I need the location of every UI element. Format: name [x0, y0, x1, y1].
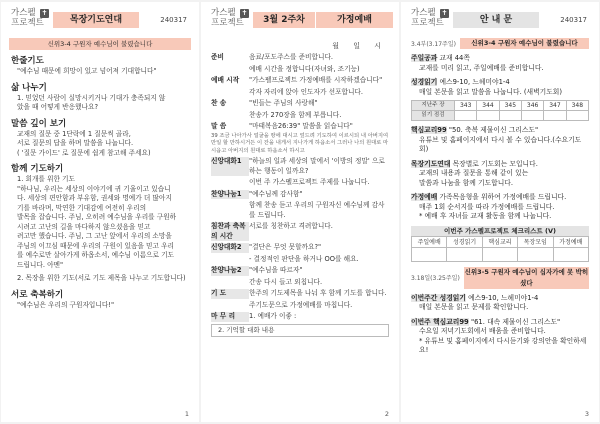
reading-cell: 347	[544, 101, 566, 111]
notice-text: 교재 44쪽	[439, 54, 470, 62]
notice-text: 목장별로 기도회는 모입니다.	[452, 159, 538, 168]
reading-table	[411, 100, 589, 121]
section-text: 2. 목장을 위한 기도(서로 기도 제목을 나누고 기도합니다)	[17, 274, 186, 282]
reading-check-cell	[521, 111, 543, 121]
checklist-title: 이번주 가스펠프로젝트 체크리스트 (V)	[411, 226, 589, 236]
section-text: 서로 질문의 답을 하며 말씀을 나눕니다.	[17, 139, 134, 147]
lesson-subtitle: 신위3-4 구원자 예수님이 불렸습니다	[9, 38, 191, 50]
notice-label: 이번주간 성경읽기	[411, 293, 466, 302]
step-label	[211, 301, 249, 311]
worship-step	[211, 301, 389, 311]
reading-check-cell	[499, 111, 521, 121]
logo-line-2: 프로젝트	[11, 18, 44, 28]
gospel-project-logo	[11, 8, 53, 34]
worship-step	[211, 65, 389, 75]
section-text: 주님의 이끄심 때문에 우리의 구원이 있음을 믿고 우리	[17, 241, 175, 250]
page-header	[201, 2, 399, 38]
worship-step	[211, 88, 389, 98]
step-text: 각자 자리에 앉아 인도자가 선포합니다.	[249, 87, 363, 96]
worship-step	[211, 53, 389, 63]
page-1	[1, 2, 199, 422]
checklist-col: 주일예배	[412, 236, 447, 247]
section-text: "예수님 때문에 희망이 있고 넘어져 기대합니다"	[17, 67, 157, 75]
step-text: - 결정적인 판단을 하거나 OO를 해요.	[249, 254, 359, 263]
notice-item	[411, 179, 589, 189]
notice-item	[411, 327, 589, 337]
this-week-bar	[411, 38, 589, 49]
page-2	[201, 2, 399, 422]
reading-check-cell	[544, 111, 566, 121]
cross-icon: ✝	[441, 9, 448, 17]
step-label	[211, 255, 249, 265]
step-text: 찬송가 270장을 함께 부릅니다.	[249, 110, 342, 119]
step-text: "가스펠프로젝트 가정예배를 시작하겠습니다"	[249, 76, 383, 84]
notice-text: 교재를 미리 읽고, 주일예배를 준비합니다.	[419, 63, 544, 72]
notice-label: 주일공과	[411, 54, 438, 62]
notice-text: 교재의 내용과 질문을 통해 같이 있는	[419, 169, 529, 177]
step-label	[211, 65, 249, 75]
reading-label-2: 읽기 점검	[412, 111, 455, 121]
step-label: 찬 송	[211, 99, 227, 107]
worship-step	[211, 255, 389, 265]
step-text: "예수님께 감사함"	[249, 189, 303, 198]
checklist-col: 핵심교리	[482, 236, 517, 247]
step-label: 신앙대화2	[211, 243, 249, 253]
section-text: 시려고 고난의 길을 마다하지 않으셨음을 믿고	[17, 222, 151, 231]
notice-item	[411, 212, 589, 222]
section-heading: 삶 나누기	[11, 82, 47, 93]
worship-step	[211, 111, 389, 121]
section	[11, 119, 189, 159]
next-week-lesson: 신위3-5 구원자 예수님이 십자가에 못 박히셨다	[464, 267, 589, 287]
section	[11, 290, 189, 311]
page-header	[401, 2, 599, 38]
step-text: "예수님을 따르자"	[249, 266, 303, 274]
notice-item	[411, 337, 589, 356]
next-week-date: 3.18일(3.25주일)	[411, 275, 460, 282]
worship-step	[211, 312, 389, 322]
section-text: ( '질문 가이드' 로 질문에 쉽게 참고해 주세요)	[17, 148, 151, 157]
worship-step	[211, 76, 389, 86]
step-label: 침찬과 축복의 시간	[211, 222, 249, 241]
notice-label: 핵심교리99	[411, 126, 447, 134]
notice-text: 예스9-10, 느헤미야1-4	[439, 78, 510, 86]
step-label: 예배 시작	[211, 76, 240, 84]
notice-item	[411, 126, 589, 136]
worship-step	[211, 122, 389, 132]
title-band	[53, 12, 191, 28]
worship-step	[211, 190, 389, 200]
reading-cell: 344	[477, 101, 499, 111]
notice-item	[411, 318, 589, 328]
worship-step	[211, 243, 389, 253]
notice-item	[411, 160, 589, 170]
section-text: 았을 때 어떻게 반응했나요?	[17, 103, 98, 111]
section-text: 1. 회개를 위한 기도	[17, 175, 75, 183]
notice-label: 가정예배	[411, 193, 438, 201]
notice-label: 이번주 핵심교리99	[411, 317, 469, 326]
title-band	[253, 12, 393, 28]
step-text: "마태복음26:39" 말씀을 읽습니다"	[249, 122, 353, 130]
section	[11, 83, 189, 113]
week-date: 3.4부(3.17주일)	[411, 41, 456, 48]
notice-text: 유튜브 및 홈페이지에서 다시 볼 수 있습니다.(수요기도회)	[419, 135, 582, 153]
notice-text: "50. 축복 제물이신 그리스도"	[448, 126, 539, 134]
step-text: "하늘의 일과 세상의 말에서 '이방의 정말' 으로 하는 행동이 일까요?	[249, 157, 385, 175]
section-text: 기를 바라며, 막연한 기대감에 여전히 우리의	[17, 203, 147, 212]
step-label: 기 도	[211, 289, 249, 299]
step-label: 신앙대화1	[211, 157, 249, 176]
logo-line-2: 프로젝트	[411, 18, 444, 28]
notice-text: 가족목음형을 위하여 가정예배를 드립니다.	[439, 193, 567, 201]
section-text: 드립니다. 아멘"	[17, 260, 64, 269]
checklist-box	[412, 247, 447, 261]
worship-step	[211, 278, 389, 288]
step-text: 함께 찬송 듣고 우리의 구원자신 예수님께 감사를 드립니다.	[249, 201, 385, 219]
notice-text: * 유튜브 및 홈페이지에서 다시듣기와 강의안을 확인하세요!	[419, 336, 587, 354]
notice-item	[411, 78, 589, 88]
date-label: 240317	[160, 16, 187, 24]
section-text: 교재의 질문 중 1단락에 1 질문씩 골라,	[17, 129, 131, 138]
step-label: 찬양나눔1	[211, 190, 249, 200]
gospel-project-logo	[411, 8, 453, 34]
checklist-box	[518, 247, 553, 261]
step-label: 찬양나눔2	[211, 266, 249, 276]
step-text: 이번 주 가스펠프로젝트 주제를 나눕니다.	[249, 178, 370, 186]
section-heading: 한줄기도	[11, 56, 44, 66]
reading-cell: 348	[566, 101, 588, 111]
notice-text: 매일 본문을 읽고 말씀을 나눕니다. (새벽기도회)	[419, 87, 563, 96]
date-fields: 월 일 시	[332, 42, 387, 50]
page-title: 안 내 문	[453, 12, 539, 28]
section-heading: 서로 축복하기	[11, 289, 64, 300]
worship-step	[211, 222, 389, 241]
section	[11, 56, 189, 77]
cross-icon: ✝	[241, 9, 248, 17]
reading-cell: 346	[521, 101, 543, 111]
notice-text: 예스9-10, 느헤미야1-4	[468, 293, 539, 302]
week-title: 3월 2주차	[253, 12, 315, 28]
worship-step	[211, 99, 389, 109]
checklist-col: 목장모임	[518, 236, 553, 247]
notice-item	[411, 54, 589, 64]
section-heading: 함께 기도하기	[11, 164, 64, 174]
scripture-note: 39 조금 나아가사 얼굴을 땅에 대시고 엎드려 기도하여 이르시되 내 아버지여 만일 할 만하시거든 이 잔을 내게서 지나가게 하옵소서 그러나 나의 원대로 마시옵고 아버지의 원대로 하옵소서 하시고	[211, 132, 389, 154]
step-label	[211, 88, 249, 98]
reading-check-cell	[455, 111, 477, 121]
notice-text: 매일 본문을 읽고 문제를 확인합니다.	[419, 303, 529, 311]
logo-line-2: 프로젝트	[211, 18, 244, 28]
checklist-col: 가정예배	[553, 236, 588, 247]
step-text: 음료/포도주스를 준비합니다.	[249, 53, 334, 61]
cross-icon: ✝	[41, 9, 48, 17]
logo-line-1: 가스펠	[11, 8, 36, 18]
title-band	[453, 12, 591, 28]
reading-check-cell	[477, 111, 499, 121]
step-label	[211, 178, 249, 188]
section-text: 려고만 했습니다. 주님, 그 고난 앞에서 우리의 소망을	[17, 232, 172, 240]
checklist-box	[482, 247, 517, 261]
notice-text: "61. 대속 제물이신 그리스도"	[470, 317, 561, 326]
memory-box: 2. 기억할 대화 내용	[211, 324, 389, 337]
page-number: 3	[584, 410, 589, 418]
worship-step	[211, 201, 389, 220]
step-text: 주기도문으로 가정예배를 마칩니다.	[249, 300, 353, 309]
section-text: "예수님은 우리의 구원자입니다!"	[17, 300, 115, 309]
notice-text: * 예배 후 자녀들 교재 활동을 함께 나눕니다.	[419, 212, 552, 220]
reading-label: 지난주 장	[412, 101, 455, 111]
step-text: 한주의 기도제목을 나눠 후 함께 기도를 합니다.	[249, 289, 387, 297]
section	[11, 164, 189, 284]
page-header	[1, 2, 199, 38]
worship-step	[211, 266, 389, 276]
notice-item	[411, 64, 589, 74]
notice-item	[411, 203, 589, 213]
reading-cell: 343	[455, 101, 477, 111]
step-label	[211, 111, 249, 121]
page-number: 2	[384, 410, 389, 418]
notice-item	[411, 303, 589, 313]
step-label	[211, 278, 249, 288]
step-text: 예배 시간을 정합니다(자녀와, 조기능)	[249, 64, 360, 73]
worship-step	[211, 178, 389, 188]
notice-item	[411, 88, 589, 98]
notice-text: 매주 1회 순서지를 따라 가정예배를 드립니다.	[419, 202, 555, 211]
reading-cell: 345	[499, 101, 521, 111]
step-text: 간송 다시 들고 외칩니다.	[249, 277, 323, 286]
step-label: 마 무 리	[211, 312, 249, 322]
next-week-bar	[411, 267, 589, 289]
step-text: "결단은 무엇 못할까요?"	[249, 243, 322, 251]
checklist-box	[553, 247, 588, 261]
section-text: 발목을 잡습니다. 주님, 오히려 예수님을 우리를 구원하	[17, 213, 177, 221]
page-title: 가정예배	[315, 12, 393, 28]
logo-line-1: 가스펠	[411, 8, 436, 18]
section-text: 1. 믿었던 사람이 실망시키거나 기대가 충족되지 않	[17, 93, 166, 102]
notice-label: 목장기도연대	[411, 159, 451, 168]
notice-label: 성경읽기	[411, 78, 438, 86]
step-label: 말 씀	[211, 122, 227, 130]
step-label: 준비	[211, 53, 224, 61]
page-number: 1	[184, 410, 189, 418]
reading-check-cell	[566, 111, 588, 121]
checklist	[411, 226, 589, 262]
step-text: 서로를 칭찬하고 격려합니다.	[249, 222, 333, 230]
page-3	[401, 2, 599, 422]
notice-item	[411, 169, 589, 179]
notice-item	[411, 136, 589, 155]
checklist-col: 성경읽기	[447, 236, 482, 247]
section-text: 를 예수로만 살아가게 하옵소서, 예수님 이름으로 기도	[17, 251, 175, 259]
notice-text: 말씀과 나눔을 함께 기도합니다.	[419, 178, 513, 187]
logo-line-1: 가스펠	[211, 8, 236, 18]
lesson-subtitle: 신위3-4 구원자 예수님이 불렸습니다	[460, 38, 589, 49]
step-text: "빈들는 주님의 사랑해"	[249, 99, 318, 107]
gospel-project-logo	[211, 8, 253, 34]
page-title: 목장기도연대	[53, 12, 139, 28]
section-text: "하나님, 우리는 세상의 이야기에 귀 기울이고 있습니	[17, 184, 171, 193]
checklist-box	[447, 247, 482, 261]
worship-step	[211, 157, 389, 176]
notice-item	[411, 193, 589, 203]
section-text: 다. 세상의 편안함과 부유함, 권세와 명예가 더 많아지	[17, 194, 172, 202]
step-label	[211, 201, 249, 220]
step-text: 1. 예배가 이좋 :	[249, 312, 297, 320]
worship-step	[211, 289, 389, 299]
notice-text: 수요일 저녁기도회에서 배움을 준비합니다.	[419, 327, 546, 335]
notice-item	[411, 294, 589, 304]
section-heading: 말씀 깊이 보기	[11, 118, 67, 129]
date-label: 240317	[560, 16, 587, 24]
